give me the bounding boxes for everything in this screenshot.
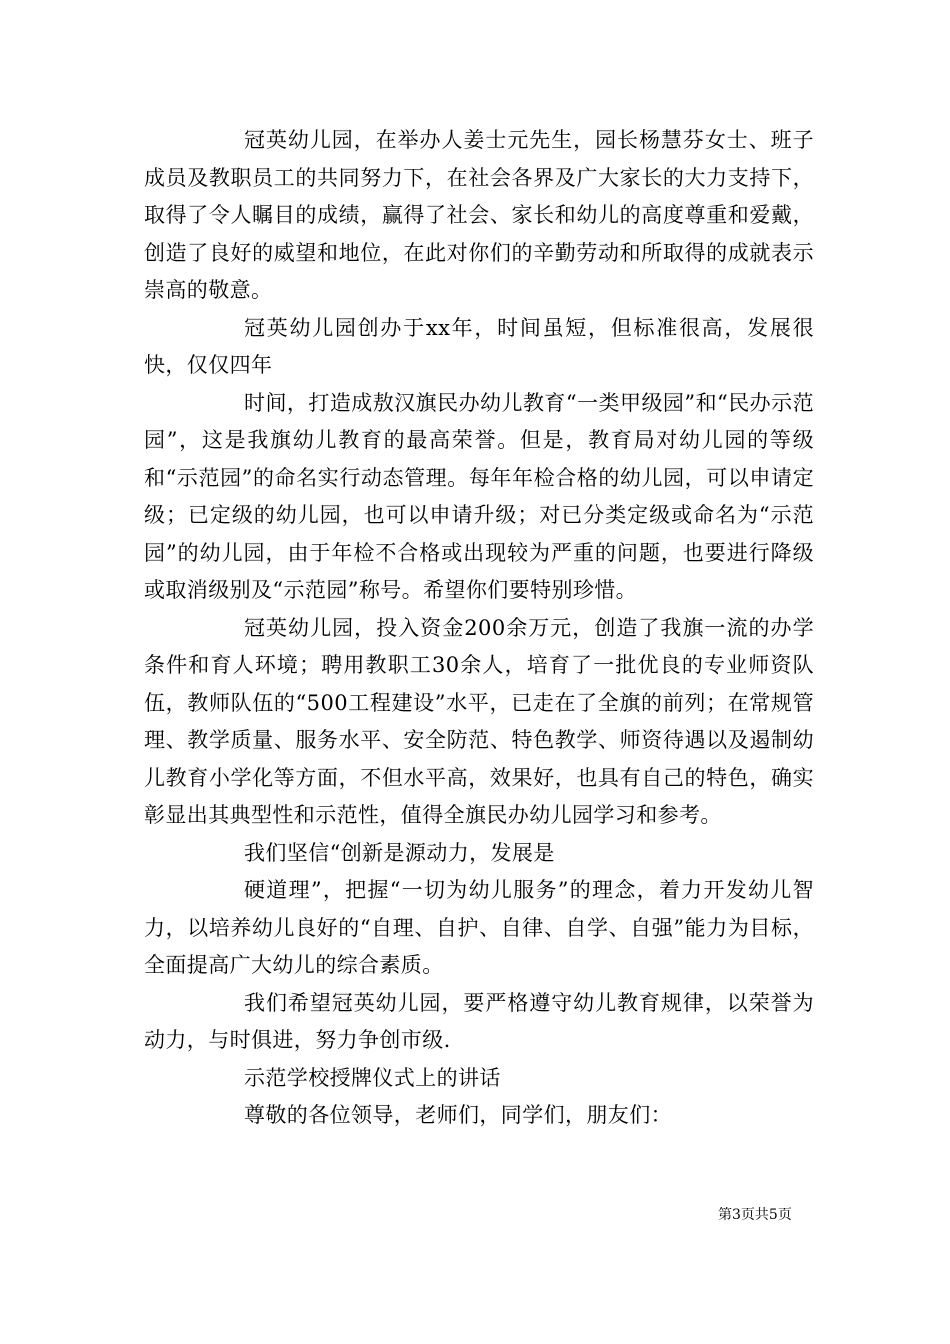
paragraph: 冠英幼儿园，在举办人姜士元先生，园长杨慧芬女士、班子成员及教职员工的共同努力下，在社会各界及广大家长的大力支持下，取得了令人瞩目的成绩，赢得了社会、家长和幼儿的高度尊重和爱戴，创造了良好的威望和地位，在此对你们的辛勤劳动和所取得的成就表示崇高的敬意。 [144, 128, 814, 302]
salutation: 尊敬的各位领导，老师们，同学们，朋友们： [244, 1103, 672, 1127]
paragraph: 冠英幼儿园，投入资金200余万元，创造了我旗一流的办学条件和育人环境；聘用教职工30余人，培育了一批优良的专业师资队伍，教师队伍的“500工程建设”水平，已走在了全旗的前列；在常规管理、教学质量、服务水平、安全防范、特色教学、师资待遇以及遏制幼儿教育小学化等方面，不但水平高，效果好，也具有自己的特色，确实彰显出其典型性和示范性，值得全旗民办幼儿园学习和参考。 [144, 615, 814, 827]
page-number-footer: 第3页共5页 [718, 1207, 792, 1223]
paragraph: 我们希望冠英幼儿园，要严格遵守幼儿教育规律，以荣誉为动力，与时俱进，努力争创市级. [144, 990, 814, 1052]
document-body [144, 122, 814, 1135]
paragraph: 我们坚信“创新是源动力，发展是 [244, 840, 555, 865]
section-heading: 示范学校授牌仪式上的讲话 [244, 1065, 501, 1090]
paragraph: 时间，打造成敖汉旗民办幼儿教育“一类甲级园”和“民办示范园”，这是我旗幼儿教育的最高荣誉。但是，教育局对幼儿园的等级和“示范园”的命名实行动态管理。每年年检合格的幼儿园，可以申请定级；已定级的幼儿园，也可以申请升级；对已分类定级或命名为“示范园”的幼儿园，由于年检不合格或出现较为严重的问题，也要进行降级或取消级别及“示范园”称号。希望你们要特别珍惜。 [144, 390, 814, 602]
paragraph: 冠英幼儿园创办于xx年，时间虽短，但标准很高，发展很快，仅仅四年 [144, 315, 814, 377]
paragraph: 硬道理”，把握“一切为幼儿服务”的理念，着力开发幼儿智力，以培养幼儿良好的“自理、自护、自律、自学、自强”能力为目标，全面提高广大幼儿的综合素质。 [144, 878, 814, 977]
